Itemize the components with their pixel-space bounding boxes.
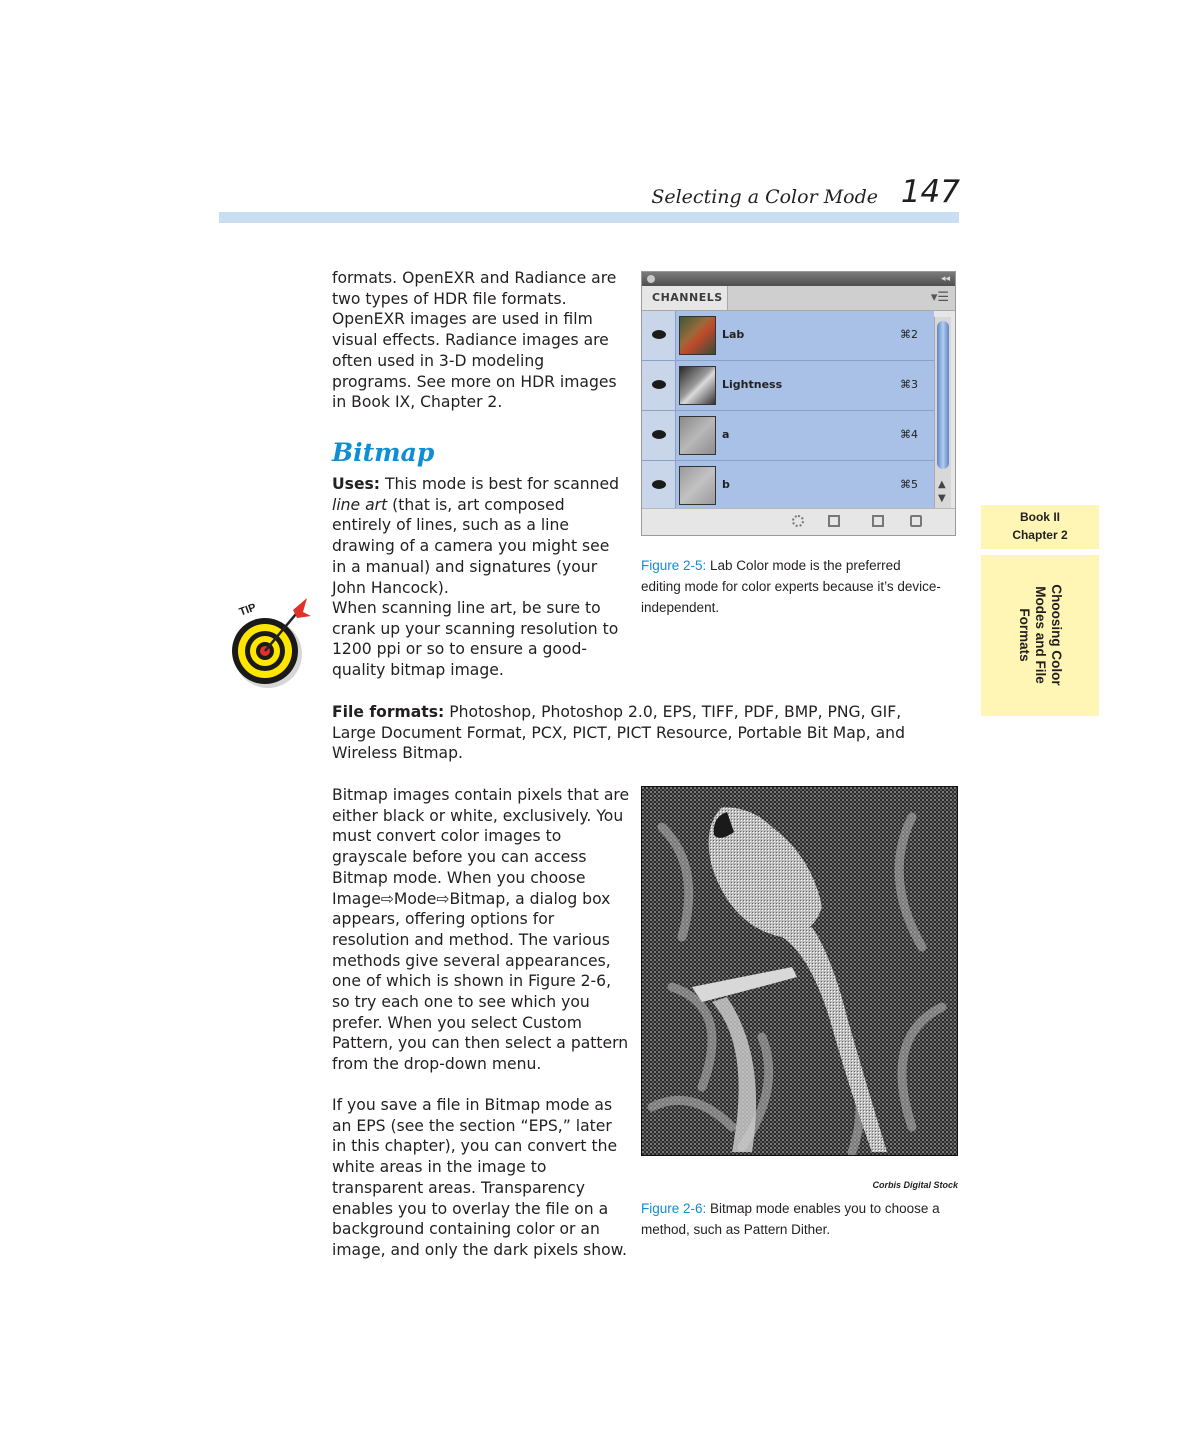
channel-name: b <box>722 478 730 491</box>
eye-icon[interactable] <box>642 361 676 410</box>
panel-titlebar <box>642 272 955 286</box>
figure-2-6-parrot-image <box>641 786 958 1156</box>
channel-name: a <box>722 428 730 441</box>
channel-thumbnail <box>679 316 716 355</box>
channel-shortcut: ⌘5 <box>900 478 918 491</box>
figure-2-5-label: Figure 2-5: <box>641 558 707 573</box>
eye-icon[interactable] <box>642 311 676 360</box>
panel-tabbar <box>642 286 955 311</box>
channel-row-b[interactable] <box>642 461 934 511</box>
panel-footer <box>642 508 955 535</box>
file-formats-label: File formats: <box>332 703 445 721</box>
tip-icon-label: TIP <box>237 601 258 619</box>
paragraph-hdr-formats: formats. OpenEXR and Radiance are two types of HDR file formats. OpenEXR images are used in film visual effects. Radiance images are often used in 3-D modeling programs. See more on HDR images in Book IX, Chapter 2. <box>332 269 617 412</box>
scroll-up-icon[interactable]: ▲ <box>938 479 946 490</box>
scrollbar-thumb[interactable] <box>937 321 949 469</box>
channels-panel <box>641 271 956 536</box>
eye-icon[interactable] <box>642 411 676 460</box>
uses-text-b: (that is, art composed entirely of lines, such as a line drawing of a camera you might see in a manual) and signatures (your John Hancock). <box>332 495 610 597</box>
running-head <box>560 174 960 214</box>
channel-shortcut: ⌘4 <box>900 428 918 441</box>
line-art-term: line art <box>332 495 388 514</box>
section-heading-bitmap: Bitmap <box>332 438 435 467</box>
channel-row-lab[interactable] <box>642 311 934 361</box>
paragraph-bitmap-pixels: Bitmap images contain pixels that are either black or white, exclusively. You must convert color images to grayscale before you can access Bitmap mode. When you choose Image⇨Mode⇨Bitmap, a dialog box appears, offering options for resolution and method. The various methods give several appearances, one of which is shown in Figure 2-6, so try each one to see which you prefer. When you select Custom Pattern, you can then select a pattern from the drop-down menu. <box>332 786 630 1074</box>
figure-2-6-label: Figure 2-6: <box>641 1201 707 1216</box>
uses-text-a: This mode is best for scanned <box>380 475 620 493</box>
tab-channels[interactable]: CHANNELS <box>642 286 728 310</box>
channel-name: Lab <box>722 328 745 341</box>
paragraph-file-formats <box>332 702 944 764</box>
channel-thumbnail <box>679 466 716 505</box>
uses-label: Uses: <box>332 475 381 493</box>
new-channel-icon[interactable] <box>872 515 884 527</box>
figure-2-5-caption <box>641 555 941 618</box>
collapse-icon[interactable]: ◂◂ <box>940 274 950 284</box>
load-selection-icon[interactable] <box>792 515 804 527</box>
book-label: Book II <box>1019 510 1060 524</box>
close-icon[interactable] <box>647 275 655 283</box>
figure-2-6-caption <box>641 1198 961 1240</box>
chapter-label: Chapter 2 <box>1012 528 1068 542</box>
figure-2-5-text: Lab Color mode is the preferred editing mode for color experts because it’s device-independent. <box>641 558 941 615</box>
channel-row-lightness[interactable] <box>642 361 934 411</box>
eye-icon[interactable] <box>642 461 676 510</box>
channel-shortcut: ⌘2 <box>900 328 918 341</box>
page-number: 147 <box>900 174 960 210</box>
paragraph-uses <box>332 474 628 598</box>
figure-2-6-text: Bitmap mode enables you to choose a method, such as Pattern Dither. <box>641 1201 940 1237</box>
channel-row-a[interactable] <box>642 411 934 461</box>
channel-name: Lightness <box>722 378 783 391</box>
panel-scrollbar[interactable] <box>934 317 951 509</box>
trash-icon[interactable] <box>910 515 922 527</box>
header-rule <box>219 212 959 223</box>
book-chapter-tab <box>981 505 1099 549</box>
chapter-title-tab <box>981 555 1099 716</box>
paragraph-eps-transparency: If you save a file in Bitmap mode as an EPS (see the section “EPS,” later in this chapter), you can convert the white areas in the image to transparent areas. Transparency enables you to overlay the file on a background containing color or an image, and only the dark pixels show. <box>332 1096 627 1259</box>
paragraph-tip: When scanning line art, be sure to crank up your scanning resolution to 1200 ppi or so to ensure a good-quality bitmap image. <box>332 599 619 680</box>
channel-thumbnail <box>679 366 716 405</box>
save-selection-icon[interactable] <box>828 515 840 527</box>
scroll-down-icon[interactable]: ▼ <box>938 493 946 504</box>
running-title: Selecting a Color Mode <box>651 186 878 208</box>
panel-menu-icon[interactable]: ▾☰ <box>930 290 949 305</box>
photo-credit: Corbis Digital Stock <box>872 1180 958 1190</box>
tip-target-icon <box>231 598 311 690</box>
channel-shortcut: ⌘3 <box>900 378 918 391</box>
chapter-title-vertical: Choosing Color Modes and File Formats <box>1017 584 1064 686</box>
channel-thumbnail <box>679 416 716 455</box>
file-formats-text: Photoshop, Photoshop 2.0, EPS, TIFF, PDF, BMP, PNG, GIF, Large Document Format, PCX, PICT, PICT Resource, Portable Bit Map, and Wireless Bitmap. <box>332 703 905 763</box>
